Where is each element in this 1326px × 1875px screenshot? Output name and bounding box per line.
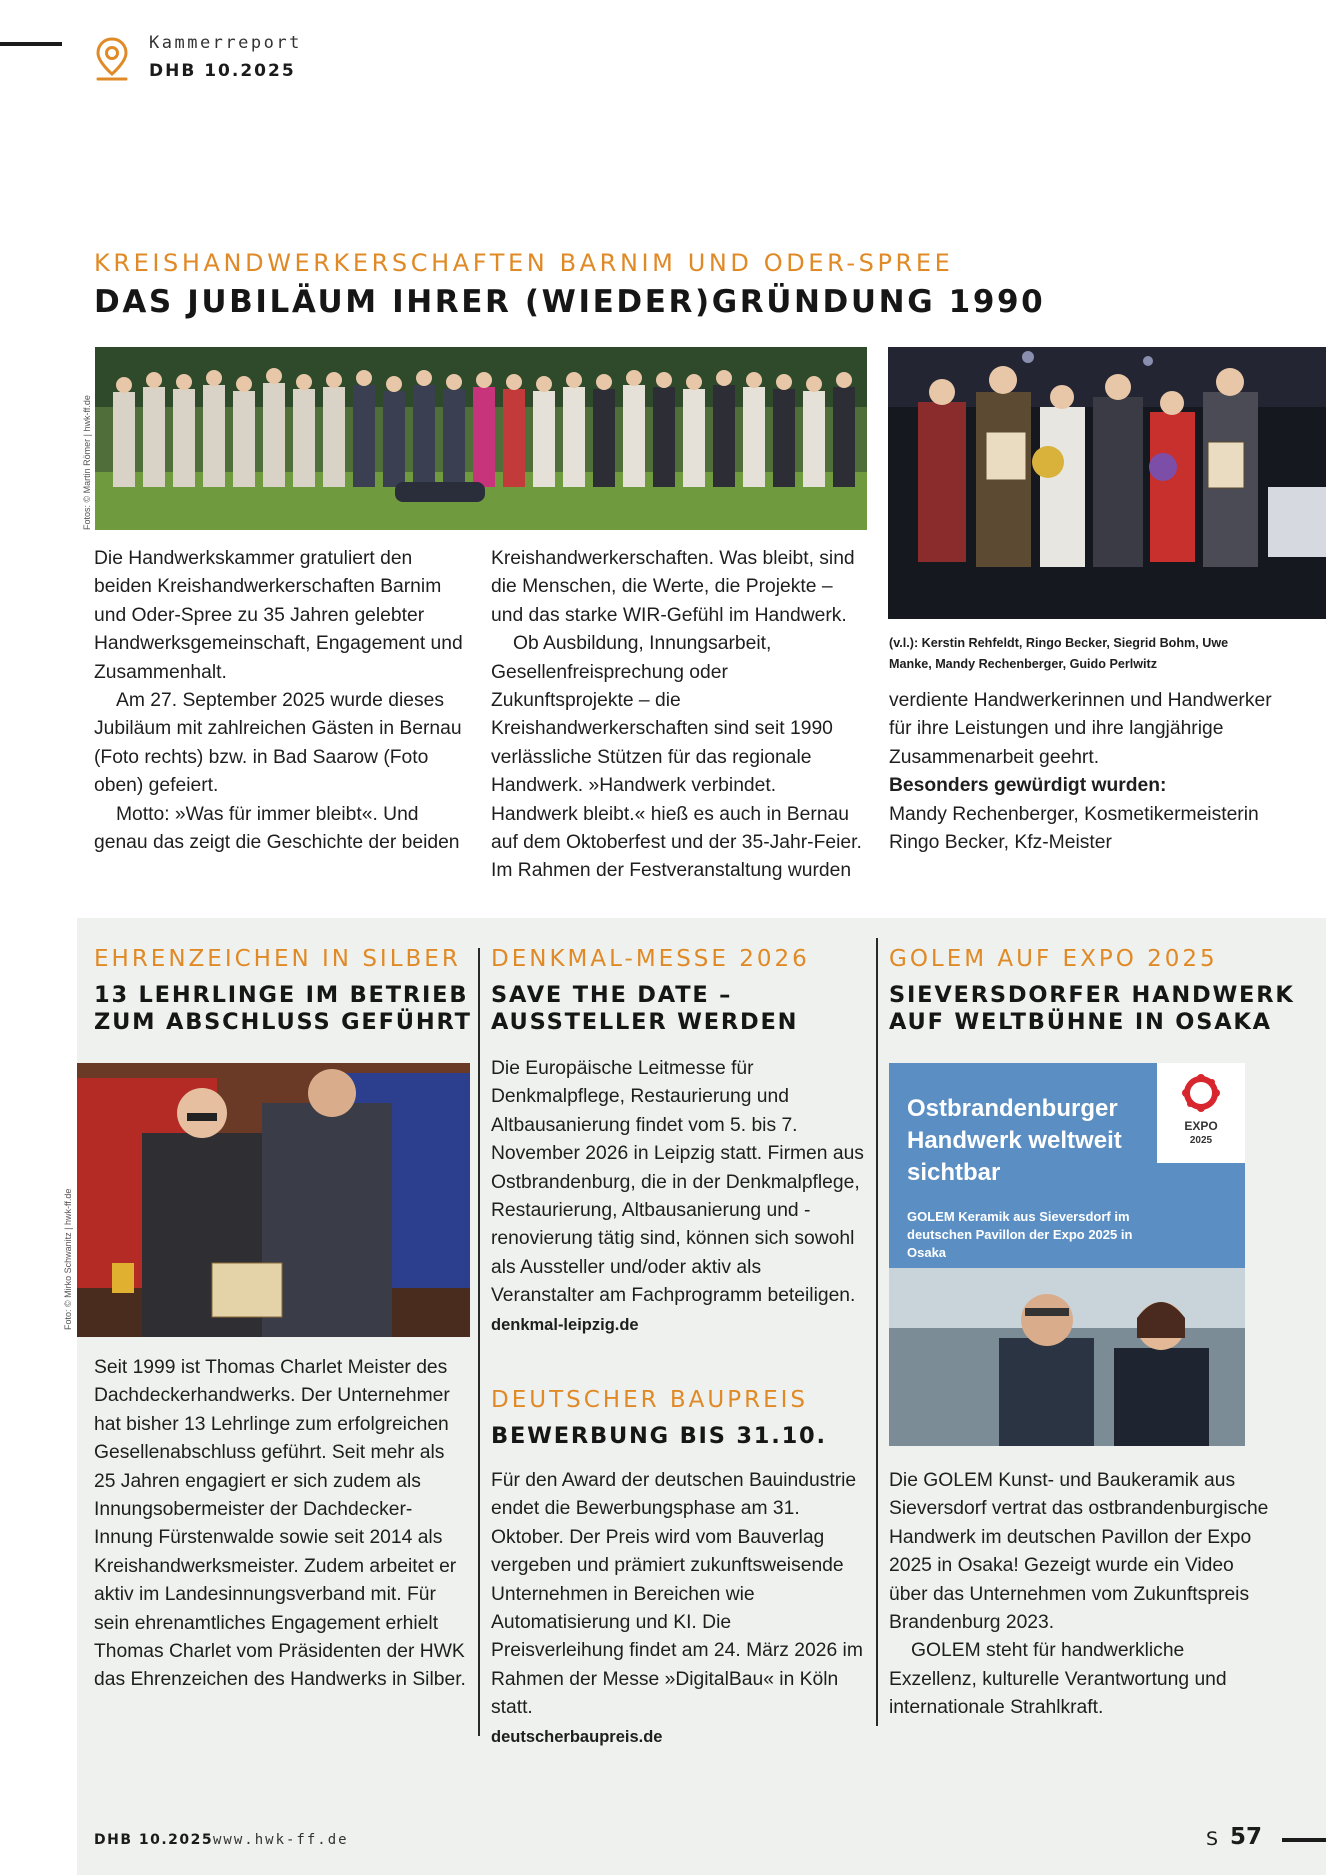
group-photo bbox=[95, 347, 867, 530]
main-article-col3 bbox=[889, 687, 1274, 857]
footer-issue: DHB 10.2025 bbox=[94, 1832, 214, 1848]
footer-page-label: S bbox=[1206, 1828, 1219, 1850]
main-col1-para3: Motto: »Was für immer bleibt«. Und genau das zeigt die Geschichte der beiden bbox=[94, 803, 460, 854]
baupreis-title: BEWERBUNG BIS 31.10. bbox=[491, 1423, 827, 1449]
ehrenzeichen-title bbox=[94, 982, 472, 1036]
golem-text-1: Die GOLEM Kunst- und Baukeramik aus Sieversdorf vertrat das ostbrandenburgische Handwerk im deutschen Pavillon der Expo 2025 in Osaka! Gezeigt wurde ein Video über das Unternehmen vom Zukunftspreis Brandenburg 2023. bbox=[889, 1470, 1269, 1634]
ehrenzeichen-title-line1: 13 LEHRLINGE IM BETRIEB bbox=[94, 982, 469, 1008]
denkmal-title bbox=[491, 982, 798, 1036]
baupreis-text: Für den Award der deutschen Bauindustrie endet die Bewerbungsphase am 31. Oktober. Der Preis wird vom Bauverlag vergeben und prämiert zukunftsweisende Unternehmen in Bereichen wie Automatisierung und KI. Die Preisverleihung findet am 24. März 2026 im Rahmen der Messe »DigitalBau« in Köln statt. bbox=[491, 1470, 863, 1719]
location-pin-icon bbox=[92, 36, 132, 82]
baupreis-kicker: DEUTSCHER BAUPREIS bbox=[491, 1387, 809, 1413]
denkmal-text: Die Europäische Leitmesse für Denkmalpflege, Restaurierung und Altbausanierung findet vom 5. bis 7. November 2026 in Leipzig statt. Firmen aus Ostbrandenburg, die in der Denkmalpflege, Restaurierung, Altbausanierung und -renovierung tätig sind, können sich sowohl als Aussteller und/oder aktiv als Veranstalter am Fachprogramm beteiligen. bbox=[491, 1058, 864, 1307]
group-photo-credit: Fotos: © Martin Römer | hwk-ff.de bbox=[82, 395, 92, 530]
footer-page-number: 57 bbox=[1230, 1824, 1263, 1850]
expo-emblem-icon bbox=[1181, 1073, 1221, 1113]
golem-title bbox=[889, 982, 1295, 1036]
ehrenzeichen-photo-credit: Foto: © Mirko Schwanitz | hwk-ff.de bbox=[63, 1188, 73, 1330]
expo-logo bbox=[1157, 1063, 1245, 1163]
main-title: DAS JUBILÄUM IHRER (WIEDER)GRÜNDUNG 1990 bbox=[94, 284, 1046, 320]
main-col1-para1: Die Handwerkskammer gratuliert den beiden Kreishandwerkerschaften Barnim und Oder-Spree zu 35 Jahren gelebter Handwerksgemeinschaft, Engagement und Zusammenhalt. bbox=[94, 548, 463, 683]
expo-poster bbox=[889, 1063, 1245, 1446]
ehrenzeichen-title-line2: ZUM ABSCHLUSS GEFÜHRT bbox=[94, 1009, 472, 1035]
main-col3-bold: Besonders gewürdigt wurden: bbox=[889, 775, 1167, 797]
main-col2-para2: Ob Ausbildung, Innungsarbeit, Gesellenfreisprechung oder Zukunftsprojekte – die Kreishandwerkerschaften sind seit 1990 verlässliche Stützen für das regionale Handwerk. »Handwerk verbindet. Handwerk bleibt.« hieß es auch in Bernau auf dem Oktoberfest und der 35-Jahr-Feier. Im Rahmen der Festveranstaltung wurden bbox=[491, 633, 862, 882]
denkmal-title-line2: AUSSTELLER WERDEN bbox=[491, 1009, 799, 1035]
ehrenzeichen-photo bbox=[77, 1063, 470, 1337]
header-section: Kammerreport bbox=[149, 33, 302, 53]
baupreis-link[interactable]: deutscherbaupreis.de bbox=[491, 1727, 663, 1746]
header-rule bbox=[0, 42, 62, 46]
main-kicker: KREISHANDWERKERSCHAFTEN BARNIM UND ODER-SPREE bbox=[94, 249, 954, 277]
expo-logo-label: EXPO bbox=[1184, 1119, 1218, 1133]
footer-url[interactable]: www.hwk-ff.de bbox=[213, 1832, 349, 1848]
golem-title-line2: AUF WELTBÜHNE IN OSAKA bbox=[889, 1009, 1272, 1035]
column-divider-1 bbox=[478, 948, 480, 1736]
expo-logo-year: 2025 bbox=[1189, 1135, 1213, 1146]
footer-rule bbox=[1282, 1838, 1326, 1842]
main-col2-para1: Kreishandwerkerschaften. Was bleibt, sind die Menschen, die Werte, die Projekte – und das starke WIR-Gefühl im Handwerk. bbox=[491, 548, 855, 626]
golem-kicker: GOLEM AUF EXPO 2025 bbox=[889, 946, 1218, 972]
honoree-1: Mandy Rechenberger, Kosmetikermeisterin bbox=[889, 803, 1259, 825]
poster-photo bbox=[889, 1268, 1245, 1446]
poster-headline: Ostbrandenburger Handwerk weltweit sichtbar bbox=[907, 1095, 1122, 1186]
honoree-2: Ringo Becker, Kfz-Meister bbox=[889, 832, 1112, 854]
ehrenzeichen-text: Seit 1999 ist Thomas Charlet Meister des Dachdeckerhandwerks. Der Unternehmer hat bisher 13 Lehrlinge zum erfolgreichen Gesellenabschluss geführt. Seit mehr als 25 Jahren engagiert er sich zudem als Innungsobermeister der Dachdecker-Innung Fürstenwalde sowie seit 2014 als Kreishandwerksmeister. Zudem arbeitet er aktiv im Landesinnungsverband mit. Für sein ehrenamtliches Engagement erhielt Thomas Charlet vom Präsidenten der HWK das Ehrenzeichen des Handwerks in Silber. bbox=[94, 1357, 466, 1691]
main-article-col2 bbox=[491, 545, 867, 886]
golem-title-line1: SIEVERSDORFER HANDWERK bbox=[889, 982, 1295, 1008]
column-divider-2 bbox=[876, 938, 878, 1726]
denkmal-kicker: DENKMAL-MESSE 2026 bbox=[491, 946, 810, 972]
main-col1-para2: Am 27. September 2025 wurde dieses Jubiläum mit zahlreichen Gästen in Bernau (Foto rechts) bzw. in Bad Saarow (Foto oben) gefeiert. bbox=[94, 690, 462, 797]
poster-subline: GOLEM Keramik aus Sieversdorf im deutschen Pavillon der Expo 2025 in Osaka bbox=[907, 1209, 1133, 1260]
ceremony-photo bbox=[888, 347, 1326, 619]
denkmal-body bbox=[491, 1055, 866, 1339]
main-col3-text: verdiente Handwerkerinnen und Handwerker für ihre Leistungen und ihre langjährige Zusammenarbeit geehrt. bbox=[889, 690, 1272, 768]
golem-body bbox=[889, 1467, 1274, 1723]
denkmal-link[interactable]: denkmal-leipzig.de bbox=[491, 1315, 639, 1334]
main-article-col1 bbox=[94, 545, 464, 857]
golem-text-2: GOLEM steht für handwerkliche Exzellenz, kulturelle Verantwortung und internationale Strahlkraft. bbox=[889, 1640, 1227, 1719]
denkmal-title-line1: SAVE THE DATE – bbox=[491, 982, 733, 1008]
ceremony-caption: (v.l.): Kerstin Rehfeldt, Ringo Becker, Siegrid Bohm, Uwe Manke, Mandy Rechenberger, Guido Perlwitz bbox=[889, 636, 1229, 671]
baupreis-body bbox=[491, 1467, 866, 1751]
header-issue: DHB 10.2025 bbox=[149, 61, 296, 81]
ehrenzeichen-kicker: EHRENZEICHEN IN SILBER bbox=[94, 946, 461, 972]
